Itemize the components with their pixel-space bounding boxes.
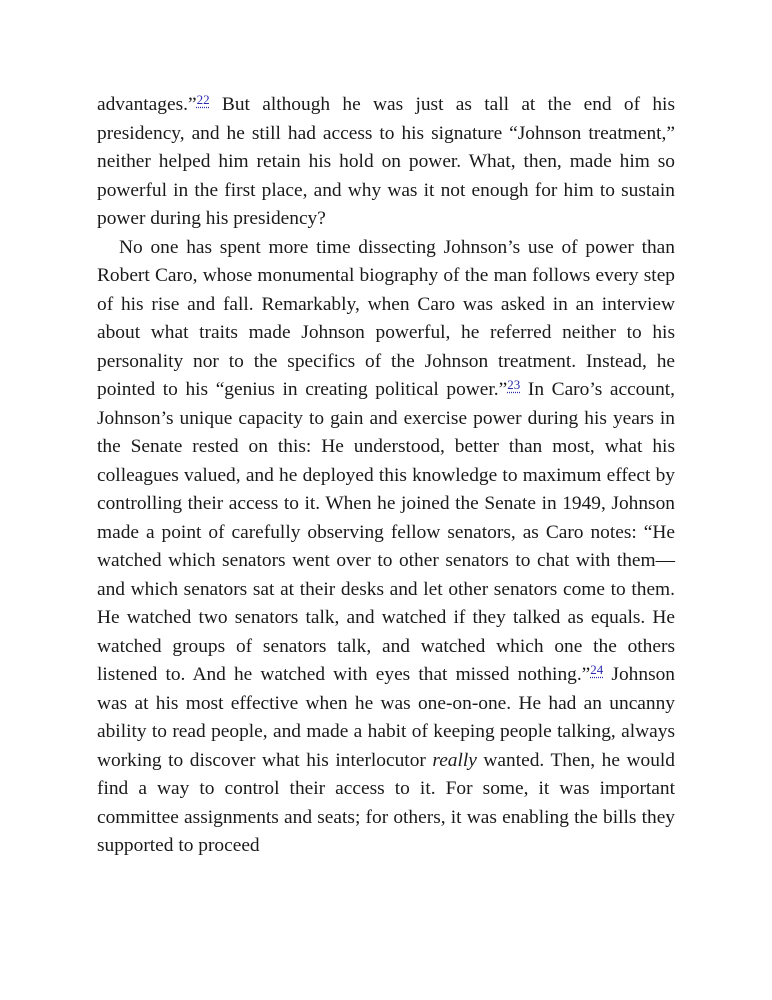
body-paragraph bbox=[97, 234, 675, 861]
emphasis-text: really bbox=[432, 749, 477, 771]
footnote-link[interactable]: 22 bbox=[196, 92, 210, 107]
footnote-link[interactable]: 24 bbox=[590, 662, 604, 677]
book-page bbox=[97, 91, 675, 861]
paragraph-text: wanted. Then, he would find a way to control their access to it. For some, it was important committee assignments and seats; for others, it was enabling the bills they supported to proceed bbox=[97, 749, 675, 856]
paragraph-text: advantages.” bbox=[97, 94, 197, 115]
paragraph-text: Johnson was at his most effective when he was one-on-one. He had an uncanny ability to read people, and made a habit of keeping people talking, always working to discover what his interlocutor bbox=[97, 664, 676, 771]
paragraph-text: In Caro’s account, Johnson’s unique capacity to gain and exercise power during his years in the Senate rested on this: He understood, better than most, what his colleagues valued, and he deployed this knowledge to maximum effect by controlling their access to it. When he joined the Senate in 1949, Johnson made a point of carefully observing fellow senators, as Caro notes: “He watched which senators went over to other senators to chat with them—and which senators sat at their desks and let other senators come to them. He watched two senators talk, and watched if they talked as equals. He watched groups of senators talk, and watched which one the others listened to. And he watched with eyes that missed nothing.” bbox=[97, 379, 676, 685]
paragraph-text: No one has spent more time dissecting Johnson’s use of power than Robert Caro, whose monumental biography of the man follows every step of his rise and fall. Remarkably, when Caro was asked in an interview about what traits made Johnson powerful, he referred neither to his personality nor to the specifics of the Johnson treatment. Instead, he pointed to his “genius in creating political power.” bbox=[97, 236, 675, 400]
body-paragraph bbox=[97, 91, 675, 234]
footnote-link[interactable]: 23 bbox=[507, 377, 521, 392]
paragraph-text: But although he was just as tall at the end of his presidency, and he still had access to his signature “Johnson treatment,” neither helped him retain his hold on power. What, then, made him so powerful in the first place, and why was it not enough for him to sustain power during his presidency? bbox=[97, 94, 675, 229]
